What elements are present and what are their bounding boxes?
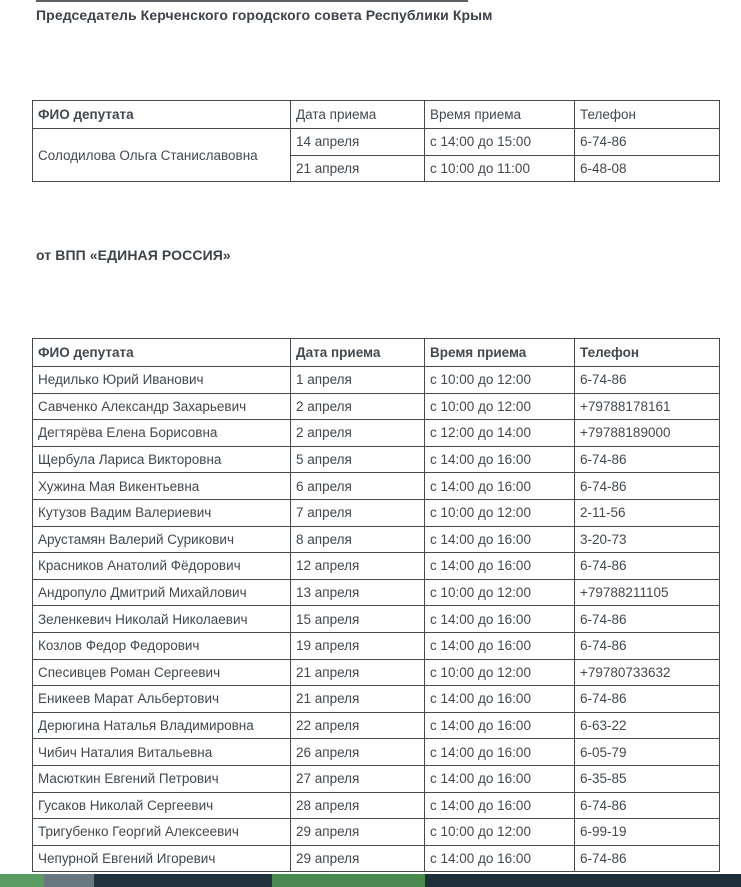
cell-date: 2 апреля bbox=[291, 393, 425, 420]
cell-phone: 6-74-86 bbox=[575, 446, 720, 473]
cell-phone: 6-74-86 bbox=[575, 632, 720, 659]
cell-phone: 6-74-86 bbox=[575, 792, 720, 819]
cell-time: с 14:00 до 16:00 bbox=[425, 446, 575, 473]
cell-name: Гусаков Николай Сергеевич bbox=[33, 792, 291, 819]
cell-time: с 10:00 до 12:00 bbox=[425, 819, 575, 846]
cell-date: 22 апреля bbox=[291, 712, 425, 739]
table-row bbox=[33, 819, 720, 846]
cell-name: Дегтярёва Елена Борисовна bbox=[33, 420, 291, 447]
united-russia-heading: от ВПП «ЕДИНАЯ РОССИЯ» bbox=[36, 247, 231, 263]
table-row bbox=[33, 446, 720, 473]
cell-name: Хужина Мая Викентьевна bbox=[33, 473, 291, 500]
united-russia-schedule-table bbox=[32, 338, 720, 872]
cell-phone: 6-05-79 bbox=[575, 739, 720, 766]
cell-date: 21 апреля bbox=[291, 686, 425, 713]
cell-phone: 3-20-73 bbox=[575, 526, 720, 553]
table-row bbox=[33, 553, 720, 580]
cell-date: 21 апреля bbox=[291, 155, 425, 182]
cell-time: с 14:00 до 16:00 bbox=[425, 792, 575, 819]
cell-time: с 12:00 до 14:00 bbox=[425, 420, 575, 447]
cell-phone: 6-74-86 bbox=[575, 129, 720, 156]
table-row bbox=[33, 499, 720, 526]
cell-date: 8 апреля bbox=[291, 526, 425, 553]
green-segment-1 bbox=[0, 874, 44, 887]
table-row bbox=[33, 686, 720, 713]
col-header-fio: ФИО депутата bbox=[33, 101, 291, 129]
chairman-schedule-table bbox=[32, 100, 720, 182]
col-header-date: Дата приема bbox=[291, 339, 425, 367]
table-row bbox=[33, 739, 720, 766]
cell-date: 26 апреля bbox=[291, 739, 425, 766]
cell-date: 13 апреля bbox=[291, 579, 425, 606]
table-row bbox=[33, 712, 720, 739]
cell-phone: +79788211105 bbox=[575, 579, 720, 606]
table-row bbox=[33, 526, 720, 553]
cell-phone: 6-74-86 bbox=[575, 553, 720, 580]
table-row bbox=[33, 420, 720, 447]
cell-time: с 10:00 до 11:00 bbox=[425, 155, 575, 182]
col-header-fio: ФИО депутата bbox=[33, 339, 291, 367]
cell-time: с 10:00 до 12:00 bbox=[425, 367, 575, 394]
cell-phone: 6-74-86 bbox=[575, 686, 720, 713]
cell-time: с 14:00 до 15:00 bbox=[425, 129, 575, 156]
cell-phone: 6-63-22 bbox=[575, 712, 720, 739]
cell-date: 29 апреля bbox=[291, 845, 425, 872]
clipped-text-remnant bbox=[36, 0, 468, 2]
table-row bbox=[33, 473, 720, 500]
cell-name: Масюткин Евгений Петрович bbox=[33, 765, 291, 792]
cell-time: с 14:00 до 16:00 bbox=[425, 712, 575, 739]
cell-time: с 14:00 до 16:00 bbox=[425, 686, 575, 713]
cell-time: с 10:00 до 12:00 bbox=[425, 499, 575, 526]
cell-phone: 6-48-08 bbox=[575, 155, 720, 182]
cell-phone: 6-74-86 bbox=[575, 845, 720, 872]
cell-phone: 6-35-85 bbox=[575, 765, 720, 792]
chairman-heading: Председатель Керченского городского совета Республики Крым bbox=[36, 7, 493, 23]
footer-color-bar bbox=[0, 874, 741, 887]
cell-name: Чепурной Евгений Игоревич bbox=[33, 845, 291, 872]
dark-segment-2 bbox=[425, 874, 741, 887]
cell-date: 21 апреля bbox=[291, 659, 425, 686]
cell-name: Андропуло Дмитрий Михайлович bbox=[33, 579, 291, 606]
cell-name: Козлов Федор Федорович bbox=[33, 632, 291, 659]
col-header-date: Дата приема bbox=[291, 101, 425, 129]
cell-phone: 6-74-86 bbox=[575, 473, 720, 500]
cell-date: 15 апреля bbox=[291, 606, 425, 633]
cell-name: Арустамян Валерий Сурикович bbox=[33, 526, 291, 553]
table-row bbox=[33, 845, 720, 872]
cell-phone: 6-74-86 bbox=[575, 367, 720, 394]
cell-date: 29 апреля bbox=[291, 819, 425, 846]
cell-date: 2 апреля bbox=[291, 420, 425, 447]
cell-name: Зеленкевич Николай Николаевич bbox=[33, 606, 291, 633]
gray-segment bbox=[44, 874, 94, 887]
cell-deputy-name: Солодилова Ольга Станиславовна bbox=[33, 129, 291, 182]
cell-name: Красников Анатолий Фёдорович bbox=[33, 553, 291, 580]
table-row bbox=[33, 129, 720, 156]
cell-time: с 14:00 до 16:00 bbox=[425, 739, 575, 766]
cell-name: Дерюгина Наталья Владимировна bbox=[33, 712, 291, 739]
cell-date: 1 апреля bbox=[291, 367, 425, 394]
table-row bbox=[33, 632, 720, 659]
cell-date: 19 апреля bbox=[291, 632, 425, 659]
cell-time: с 14:00 до 16:00 bbox=[425, 845, 575, 872]
table-row bbox=[33, 606, 720, 633]
cell-date: 5 апреля bbox=[291, 446, 425, 473]
cell-name: Еникеев Марат Альбертович bbox=[33, 686, 291, 713]
cell-phone: 2-11-56 bbox=[575, 499, 720, 526]
cell-date: 27 апреля bbox=[291, 765, 425, 792]
cell-name: Тригубенко Георгий Алексеевич bbox=[33, 819, 291, 846]
table-row bbox=[33, 659, 720, 686]
cell-date: 7 апреля bbox=[291, 499, 425, 526]
cell-name: Щербула Лариса Викторовна bbox=[33, 446, 291, 473]
cell-phone: +79788189000 bbox=[575, 420, 720, 447]
cell-name: Спесивцев Роман Сергеевич bbox=[33, 659, 291, 686]
table-row bbox=[33, 393, 720, 420]
table-row bbox=[33, 792, 720, 819]
cell-name: Кутузов Вадим Валериевич bbox=[33, 499, 291, 526]
cell-phone: 6-99-19 bbox=[575, 819, 720, 846]
col-header-time: Время приема bbox=[425, 339, 575, 367]
cell-time: с 10:00 до 12:00 bbox=[425, 393, 575, 420]
cell-date: 6 апреля bbox=[291, 473, 425, 500]
table-row bbox=[33, 579, 720, 606]
col-header-phone: Телефон bbox=[575, 101, 720, 129]
cell-time: с 14:00 до 16:00 bbox=[425, 553, 575, 580]
cell-name: Савченко Александр Захарьевич bbox=[33, 393, 291, 420]
cell-phone: +79788178161 bbox=[575, 393, 720, 420]
cell-time: с 14:00 до 16:00 bbox=[425, 526, 575, 553]
cell-time: с 14:00 до 16:00 bbox=[425, 606, 575, 633]
cell-time: с 14:00 до 16:00 bbox=[425, 765, 575, 792]
col-header-time: Время приема bbox=[425, 101, 575, 129]
cell-date: 28 апреля bbox=[291, 792, 425, 819]
green-segment-2 bbox=[272, 874, 425, 887]
cell-time: с 10:00 до 12:00 bbox=[425, 579, 575, 606]
cell-date: 14 апреля bbox=[291, 129, 425, 156]
table-row bbox=[33, 765, 720, 792]
table-header-row bbox=[33, 339, 720, 367]
cell-time: с 14:00 до 16:00 bbox=[425, 632, 575, 659]
cell-phone: +79780733632 bbox=[575, 659, 720, 686]
cell-date: 12 апреля bbox=[291, 553, 425, 580]
table-row bbox=[33, 367, 720, 394]
dark-segment-1 bbox=[94, 874, 272, 887]
cell-time: с 14:00 до 16:00 bbox=[425, 473, 575, 500]
cell-phone: 6-74-86 bbox=[575, 606, 720, 633]
col-header-phone: Телефон bbox=[575, 339, 720, 367]
cell-name: Недилько Юрий Иванович bbox=[33, 367, 291, 394]
cell-name: Чибич Наталия Витальевна bbox=[33, 739, 291, 766]
cell-time: с 10:00 до 12:00 bbox=[425, 659, 575, 686]
table-header-row bbox=[33, 101, 720, 129]
